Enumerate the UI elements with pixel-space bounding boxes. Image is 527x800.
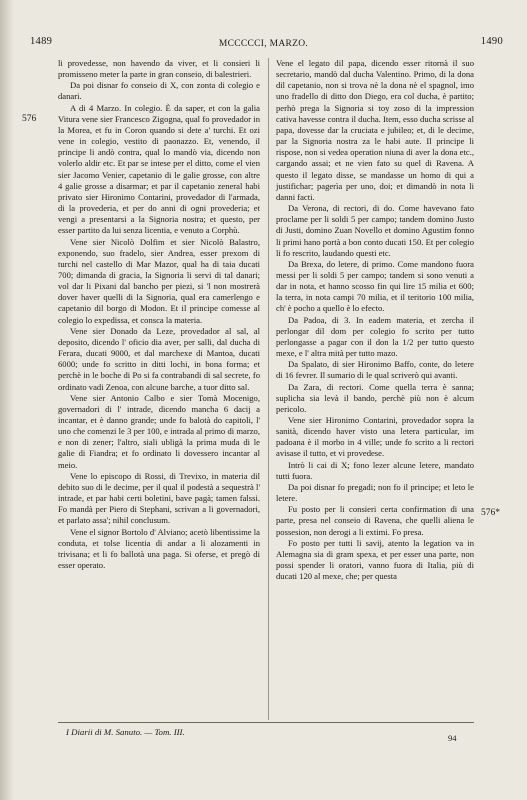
text-column-left	[58, 58, 260, 571]
paragraph: Vene lo episcopo di Rossi, di Trevixo, in materia dil debito suo di le decime, per il qual il podestà a sequestrà l' intrade, et par habi certi boletini, bave pagà; tamen falssi. Fo mandà per Piero di Stephani, scrivan a li governadori, et parlato assa'; nihil conclusum.	[58, 470, 260, 526]
paragraph: Vene el signor Bortolo d' Alviano; acetò libentissime la conduta, et tolse licentia di andar a li alozamenti in trivisana; et li fo ballotà una paga. Si oferse, et pregò di esser operato.	[58, 526, 260, 571]
page-running-title: MCCCCCI, MARZO.	[218, 39, 309, 49]
binding-shadow	[0, 0, 14, 800]
footer-citation: I Diarii di M. Sanuto. — Tom. III.	[66, 727, 185, 737]
paragraph: Da Spalato, di sier Hironimo Baffo, conte, do letere di 16 fevrer. Il sumario di le qual scriverò qui avanti.	[276, 359, 474, 381]
paragraph: Vene sier Antonio Calbo e sier Tomà Mocenigo, governadori di l' intrade, dicendo mancha 6 dacij a incantar, et è danno grande; unde fo balotà do capitoli, l' uno che comenzi le 3 per 100, e intrada al primo di marzo, e non di zener; l'altro, siali ubligà la prima muda di le galie di Fiandra; et fo ordinato li dovessero incantar al meio.	[58, 392, 260, 470]
paragraph: Da poi disnar fo conseio di X, con zonta di colegio e danari.	[58, 80, 260, 102]
paragraph: Vene sier Nicolò Dolfim et sier Nicolò Balastro, exponendo, suo fradelo, sier Andrea, esser prexom di turchi nel castello di Mar Mazor, qual ha di taia ducati 700; dimanda di gracia, la Signoria li servi di tal danari; vol dar li Pixani dal bancho per piezi, si 'l non mostrerà dover haver quelli di la Signoria, qual era camerlengo e capetanio dil borgo di Modon. Et il principe comesse al colegio lo expedissa, et consca la materia.	[58, 236, 260, 325]
paragraph: Vene el legato dil papa, dicendo esser ritornà il suo secretario, mandò dal ducha Valentino. Primo, di la dona dil capetanio, non si trova nè la dona nè el spagnol, imo uno fradello di ditto don Diego, era col ducha, è partito; perhò prega la Signoria si toy zoso di la impression cativa havesse contra il ducha. Item, esso ducha scrisse al papa, dovesse dar la cruciata e jubileo; et, di le decime, par la Signoria nostra za le habi aute. Il principe li rispose, non si vedea operation niuna di aver la dona etc., cargando assai; et ne vien fato su quel di Ravena. A questo il legato disse, se mandasse un homo di qui a justifichar; pagerìa per uno, doi; et dimandò in nota li danni facti.	[276, 58, 474, 202]
paragraph: Fo posto per tutti li savij, atento la legation va in Alemagna sia di gram spexa, et per esser una parte, non possi spender li oratori, vanno fuora di Italia, più di ducati 120 al mexe, che; per questa	[276, 537, 474, 582]
margin-marker-right: 576*	[481, 508, 500, 518]
paragraph: Da Zara, di rectori. Come quella terra è sanna; suplicha sia levà il bando, perchè più non è alcum pericolo.	[276, 381, 474, 414]
paragraph: Da Verona, di rectori, di do. Come havevano fato proclame per li soldi 5 per campo; tandem domino Justo di Justi, domino Zuan Novello et domino Agustim fonno li primi hano portà a bon conto ducati 150. Et per colegio li fo rescrito, laudando questi etc.	[276, 203, 474, 258]
paragraph: Da Brexa, do letere, di primo. Come mandono fuora messi per li soldi 5 per campo; tandem si sono venuti a dar in nota, et hanno scosso fin qui lire 15 milia et 600; la terra, in nota campi 70 milia, et il teritorio 100 milia, ch' è pocho a quello è lo efecto.	[276, 258, 474, 314]
paragraph: Vene sier Hironimo Contarini, provedador sopra la sanità, dicendo haver visto una letera particular, im padoana è il morbo in 4 ville; unde fo scrito a li rectori avisase il tutto, et vi provedese.	[276, 415, 474, 459]
paragraph: A di 4 Marzo. In colegio. È da saper, et con la galia Vitura vene sier Francesco Zigogna, qual fo provedador in la Morea, et fu in Coron quando si dete a' turchi. Et ozi vene in colegio, vestito di paonazzo. Et, venendo, il principe li andò contra, qual lo mandò via, dicendo non volerlo aldir etc. Et par se intese per el ditto, come el vien sier Jacomo Venier, capetanio di le galie grosse, con altre 4 galie grosse a disarmar; et par il capetanio zeneral habi privato sier Hironimo Contarini, provedador di l'armada, di la provederia, et per do anni di ogni provederia; et vengi a presentarsi a la Signoria nostra; et questo, per esser partito da lui senza licentia, e venuto a Corphù.	[58, 102, 260, 236]
paragraph: Da Padoa, di 3. In eadem materia, et zercha il perlongar dil dom per colegio fo scrito per tutto perlongasse a pagar con il don la 1/2 per tutto questo mexe, e l' altra mità per tutto mazo.	[276, 314, 474, 359]
signature-mark: 94	[448, 733, 457, 743]
paragraph: Intrò li cai di X; fono lezer alcune letere, mandato tutti fuora.	[276, 459, 474, 481]
paragraph: Vene sier Donado da Leze, provedador al sal, al deposito, dicendo l' oficio dia aver, per salli, dal ducha di Ferara, ducati 9000, et dal marchexe di Mantoa, ducati 6000; unde fo scritto in ditti lochi, in bona forma; et perchè in le boche di Po si fa contrabandi di sal secrete, fo ordinato vadi Zenoa, con alcune barche, a tuor ditto sal.	[58, 325, 260, 392]
margin-marker-left: 576	[22, 114, 37, 124]
column-divider	[268, 58, 269, 720]
page-number-right: 1490	[480, 36, 503, 47]
paragraph: Fu posto per li consieri certa confirmation di una parte, presa nel conseio di Ravena, che quelli aliena le possesion, non derogi a li extimi. Fo presa.	[276, 504, 474, 537]
footer-rule	[58, 722, 474, 723]
text-column-right	[276, 58, 474, 582]
paragraph: Da poi disnar fo pregadi; non fo il principe; et leto le letere.	[276, 481, 474, 504]
page-number-left: 1489	[30, 36, 53, 47]
paragraph: li provedesse, non havendo da viver, et li consieri li promisseno meter la parte in gran conseio, di balestrieri.	[58, 58, 260, 80]
